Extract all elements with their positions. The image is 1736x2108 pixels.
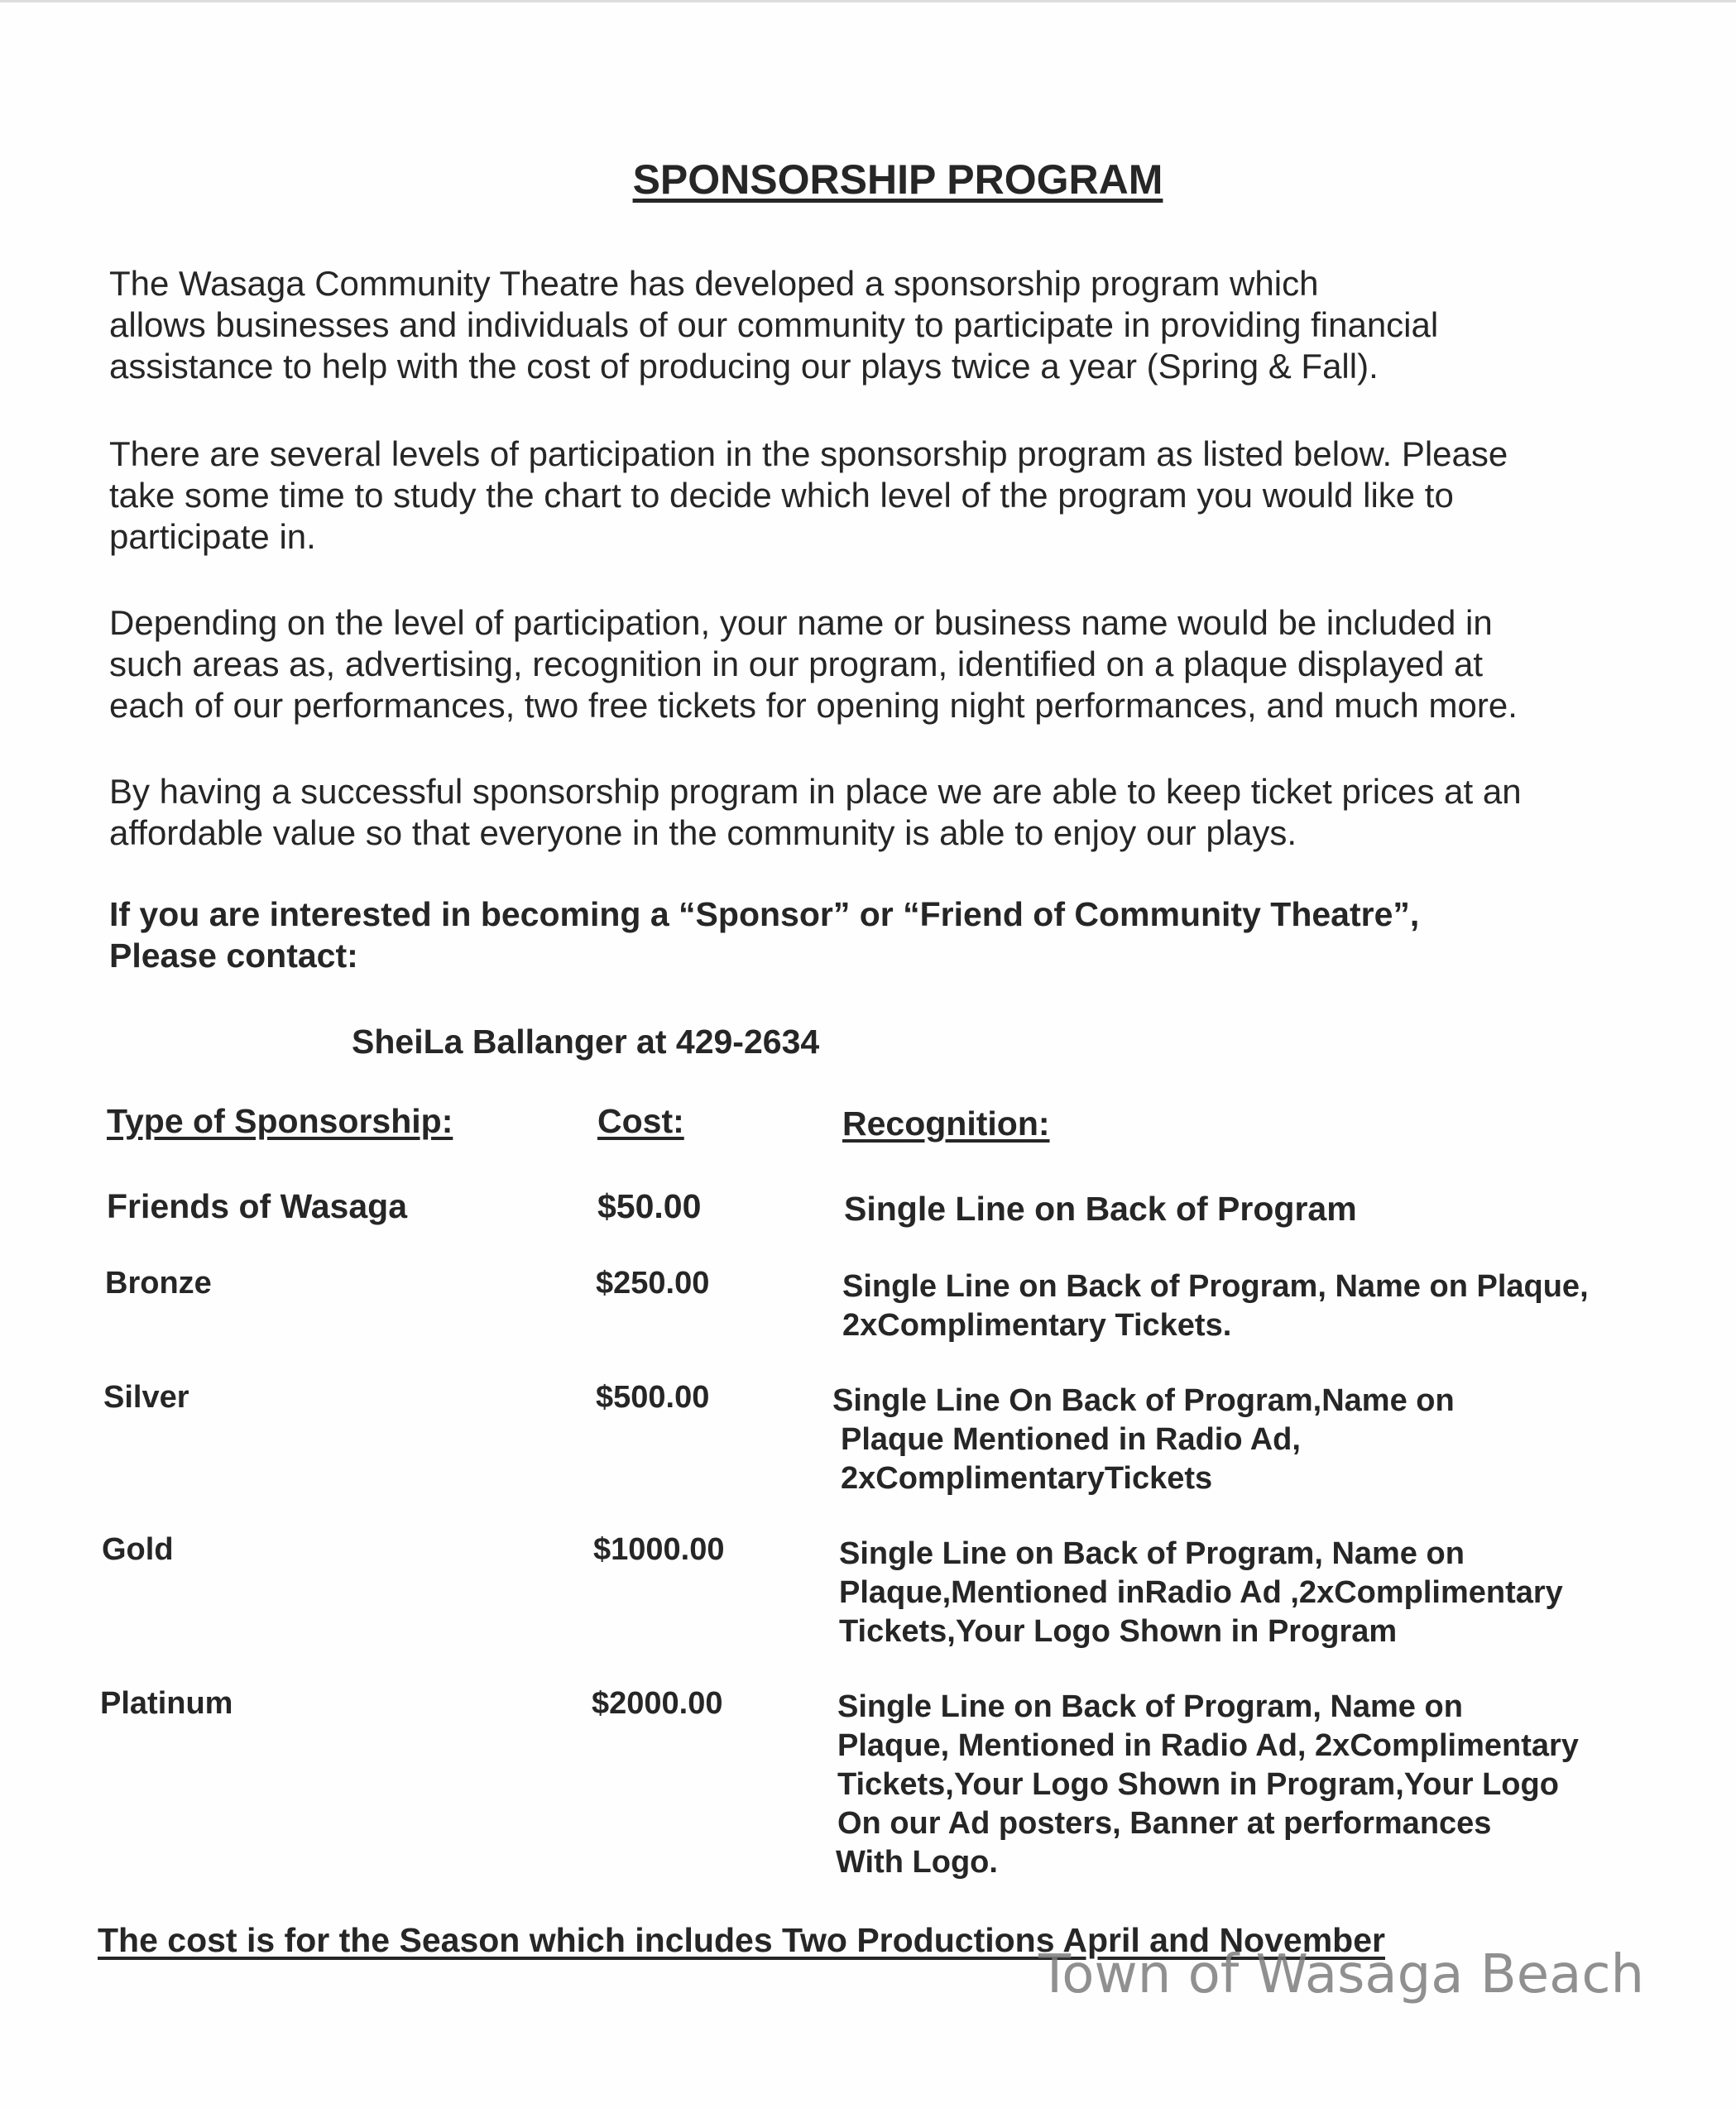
header-recognition: Recognition:: [842, 1104, 1050, 1143]
text-line: There are several levels of participation in the sponsorship program as listed below. Please: [109, 434, 1508, 473]
text-line: affordable value so that everyone in the community is able to enjoy our plays.: [109, 813, 1297, 852]
sponsorship-cost: $2000.00: [592, 1686, 723, 1721]
recognition-line: Single Line on Back of Program, Name on Plaque,: [842, 1269, 1589, 1304]
recognition-line: Plaque,Mentioned inRadio Ad ,2xComplimentary: [839, 1575, 1563, 1610]
text-line: Please contact:: [109, 937, 358, 975]
intro-paragraph: [109, 263, 1438, 387]
sponsorship-type: Friends of Wasaga: [107, 1187, 407, 1225]
text-line: participate in.: [109, 517, 316, 556]
text-line: If you are interested in becoming a “Sponsor” or “Friend of Community Theatre”,: [109, 895, 1420, 933]
benefits-paragraph: [109, 602, 1518, 726]
sponsorship-cost: $500.00: [596, 1380, 710, 1415]
recognition-line: Single Line on Back of Program, Name on: [839, 1536, 1465, 1571]
recognition-line: 2xComplimentary Tickets.: [842, 1308, 1232, 1343]
contact-prompt: [109, 894, 1419, 976]
scan-edge: [0, 0, 1736, 2]
contact-person: SheiLa Ballanger at 429-2634: [352, 1023, 820, 1061]
sponsorship-cost: $250.00: [596, 1266, 710, 1301]
text-line: By having a successful sponsorship program in place we are able to keep ticket prices at an: [109, 772, 1522, 811]
text-line: The Wasaga Community Theatre has developed a sponsorship program which: [109, 264, 1319, 303]
recognition-line: Plaque Mentioned in Radio Ad,: [841, 1422, 1301, 1457]
pricing-paragraph: [109, 771, 1522, 854]
text-line: allows businesses and individuals of our community to participate in providing financial: [109, 305, 1439, 344]
header-cost: Cost:: [597, 1102, 684, 1140]
sponsorship-type: Platinum: [100, 1686, 233, 1721]
recognition-line: On our Ad posters, Banner at performances: [837, 1806, 1492, 1841]
recognition-line: Single Line on Back of Program, Name on: [837, 1689, 1463, 1724]
sponsorship-type: Bronze: [105, 1266, 212, 1301]
watermark: Town of Wasaga Beach: [1038, 1944, 1645, 2005]
sponsorship-cost: $1000.00: [593, 1532, 725, 1567]
text-line: take some time to study the chart to decide which level of the program you would like to: [109, 476, 1454, 515]
recognition-line: With Logo.: [836, 1845, 998, 1880]
recognition-line: Plaque, Mentioned in Radio Ad, 2xComplimentary: [837, 1728, 1579, 1763]
text-line: assistance to help with the cost of producing our plays twice a year (Spring & Fall).: [109, 347, 1379, 386]
recognition-line: Single Line on Back of Program: [844, 1190, 1357, 1228]
recognition-line: Tickets,Your Logo Shown in Program,Your Logo: [837, 1767, 1559, 1802]
text-line: Depending on the level of participation, your name or business name would be included in: [109, 603, 1493, 642]
page-title: SPONSORSHIP PROGRAM: [632, 156, 1163, 203]
sponsorship-cost: $50.00: [597, 1187, 702, 1225]
recognition-line: Single Line On Back of Program,Name on: [832, 1383, 1455, 1418]
sponsorship-type: Gold: [102, 1532, 174, 1567]
text-line: each of our performances, two free tickets for opening night performances, and much more.: [109, 686, 1518, 725]
season-note: The cost is for the Season which includes Two Productions April and November: [98, 1921, 1385, 1959]
recognition-line: Tickets,Your Logo Shown in Program: [839, 1614, 1398, 1649]
sponsorship-type: Silver: [103, 1380, 189, 1415]
text-line: such areas as, advertising, recognition in our program, identified on a plaque displayed at: [109, 644, 1484, 683]
levels-paragraph: [109, 434, 1508, 558]
header-type: Type of Sponsorship:: [107, 1102, 453, 1140]
recognition-line: 2xComplimentaryTickets: [841, 1461, 1213, 1496]
